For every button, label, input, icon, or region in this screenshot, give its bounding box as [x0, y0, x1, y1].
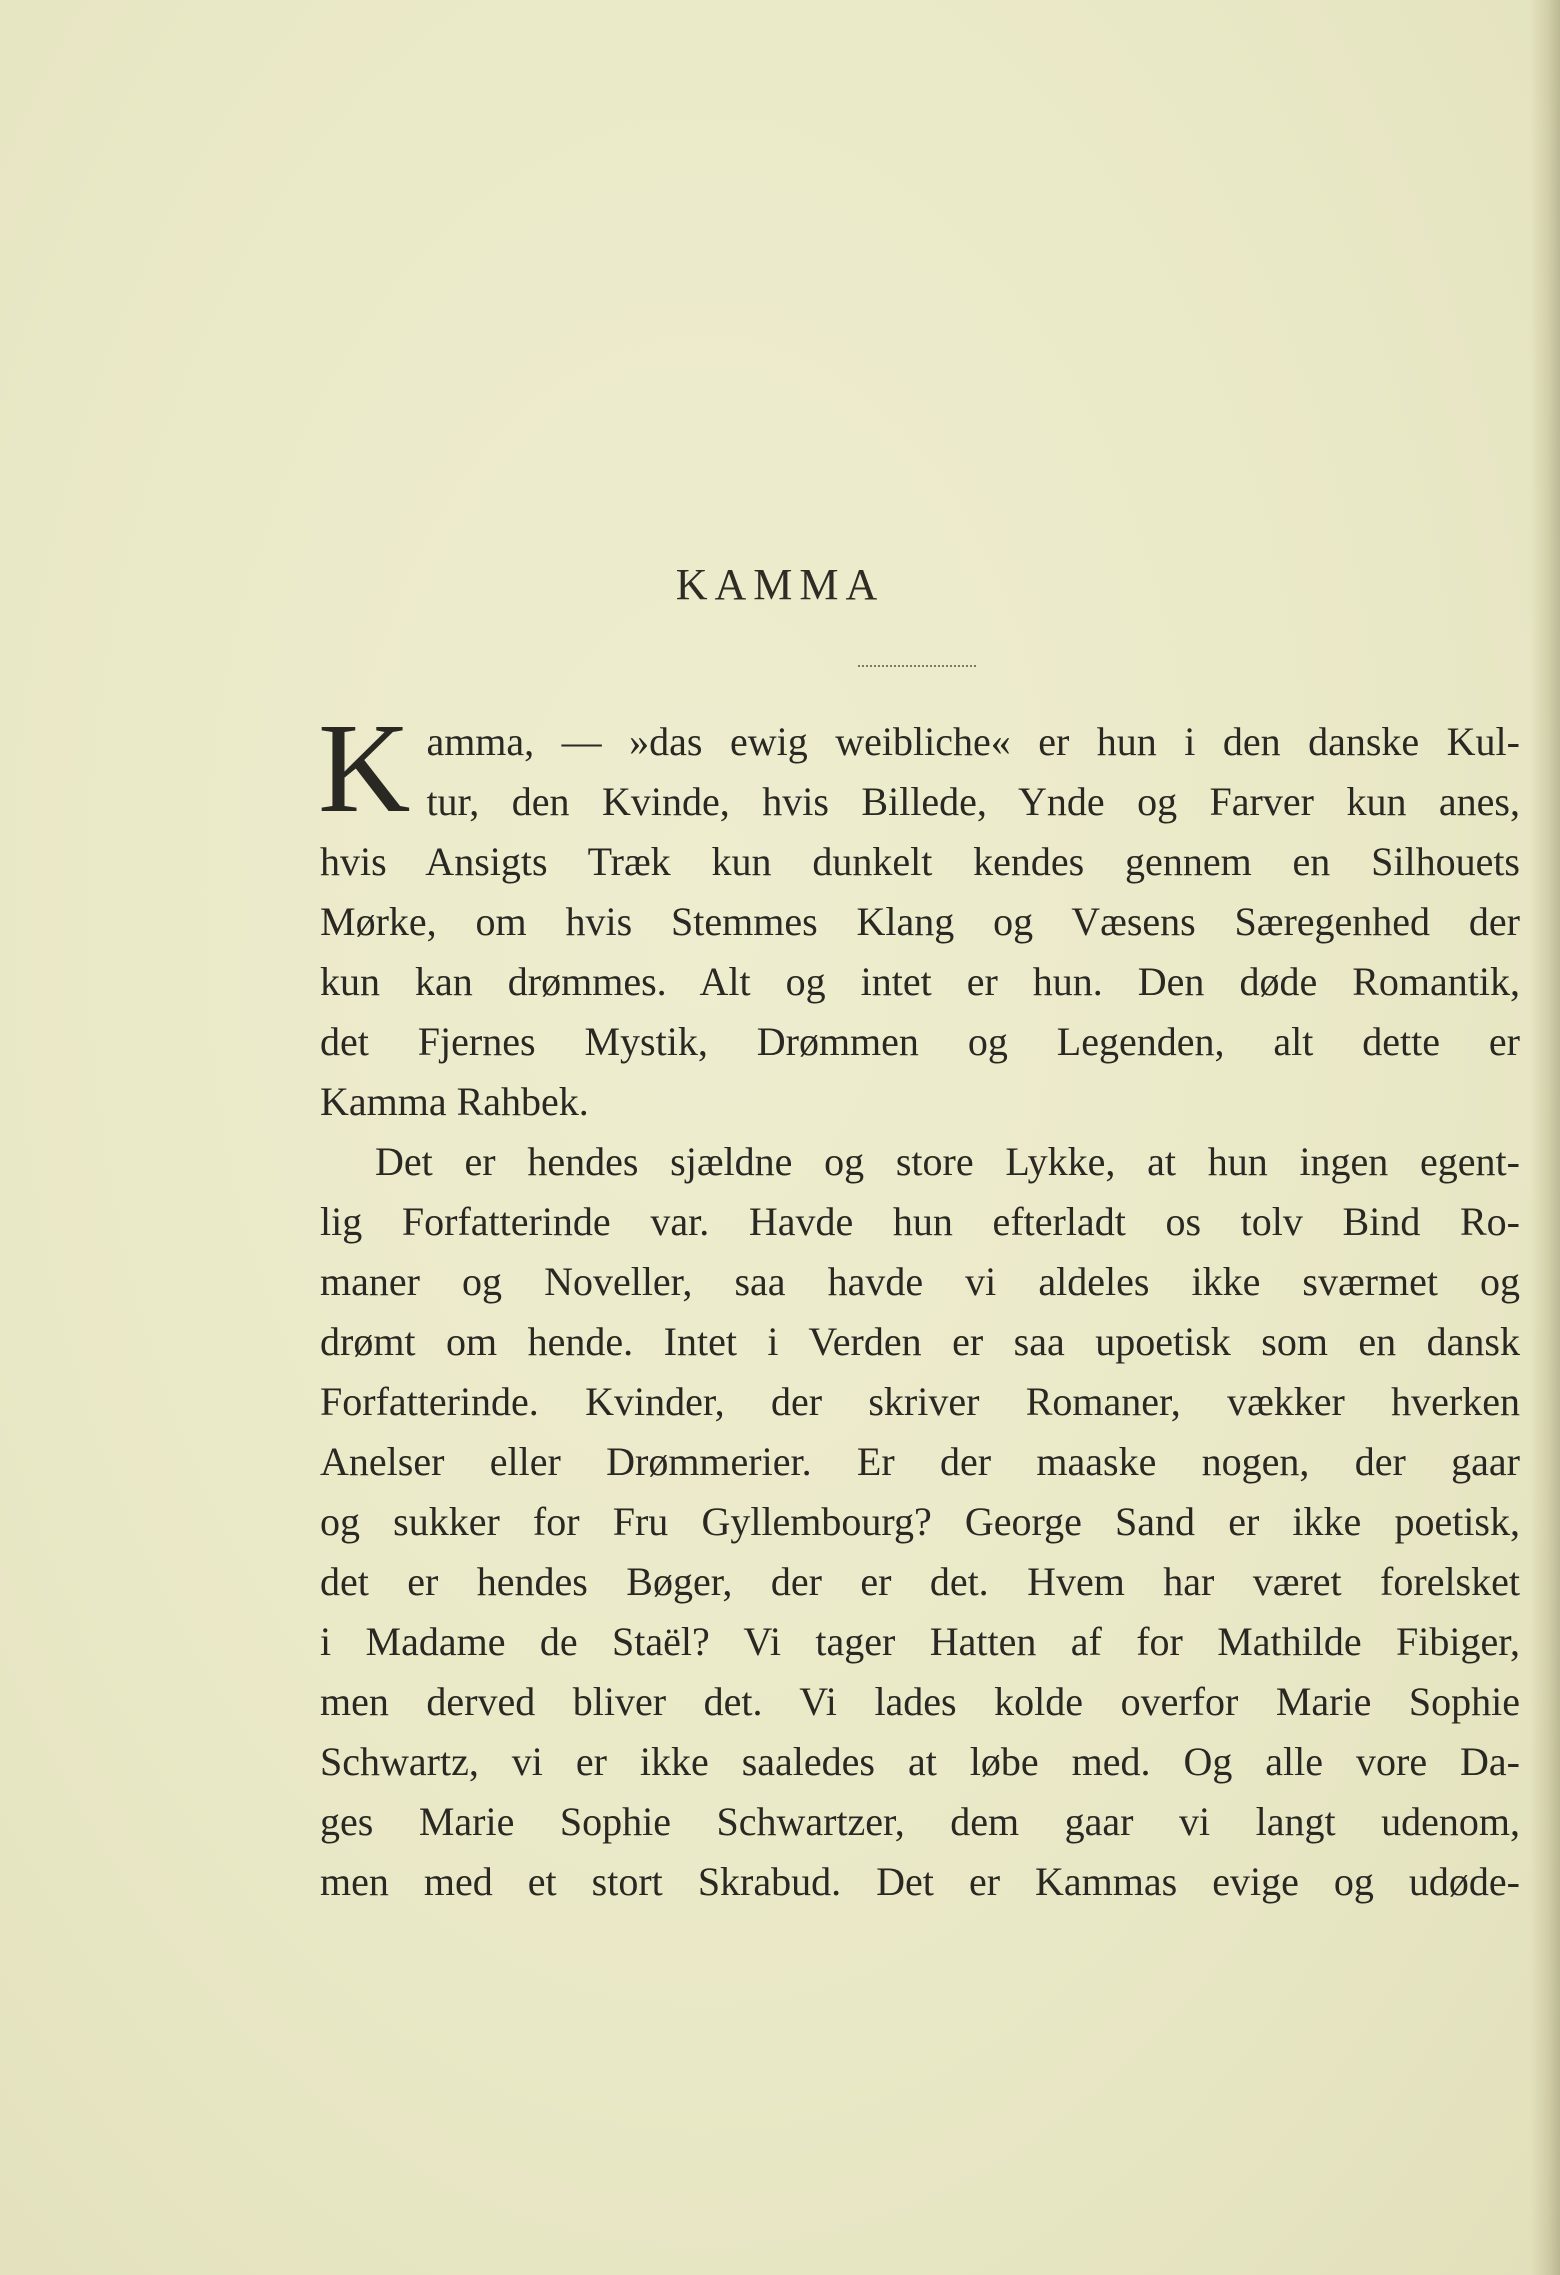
text-line: Kamma Rahbek. [320, 1079, 589, 1124]
text-line: Mørke, om hvis Stemmes Klang og Væsens Særegenhed der [320, 899, 1520, 944]
text-line: det er hendes Bøger, der er det. Hvem har været forelsket [320, 1559, 1520, 1604]
text-line: maner og Noveller, saa havde vi aldeles ikke sværmet og [320, 1259, 1520, 1304]
text-line: det Fjernes Mystik, Drømmen og Legenden, alt dette er [320, 1019, 1520, 1064]
text-line: tur, den Kvinde, hvis Billede, Ynde og Farver kun anes, [426, 779, 1520, 824]
text-line: Forfatterinde. Kvinder, der skriver Romaner, vækker hverken [320, 1379, 1520, 1424]
drop-cap: K [318, 697, 411, 839]
text-line: amma, — »das ewig weibliche« er hun i den danske Kul- [426, 719, 1520, 764]
text-line: Schwartz, vi er ikke saaledes at løbe med. Og alle vore Da- [320, 1739, 1520, 1784]
chapter-title: KAMMA [675, 560, 885, 609]
body-text [318, 697, 1520, 1912]
text-line: i Madame de Staël? Vi tager Hatten af for Mathilde Fibiger, [320, 1619, 1520, 1664]
text-line: drømt om hende. Intet i Verden er saa upoetisk som en dansk [320, 1319, 1520, 1364]
page-edge-shadow [1530, 0, 1560, 2275]
text-line: og sukker for Fru Gyllembourg? George Sand er ikke poetisk, [320, 1499, 1520, 1544]
text-line: men derved bliver det. Vi lades kolde overfor Marie Sophie [320, 1679, 1520, 1724]
paragraph-1 [318, 697, 1520, 1132]
text-line: Det er hendes sjældne og store Lykke, at hun ingen egent- [375, 1139, 1520, 1184]
text-line: men med et stort Skrabud. Det er Kammas evige og udøde- [320, 1859, 1520, 1904]
text-line: kun kan drømmes. Alt og intet er hun. Den døde Romantik, [320, 959, 1520, 1004]
text-line: lig Forfatterinde var. Havde hun efterladt os tolv Bind Ro- [320, 1199, 1520, 1244]
text-line: hvis Ansigts Træk kun dunkelt kendes gennem en Silhouets [320, 839, 1520, 884]
title-ornament-rule [858, 665, 976, 667]
paragraph-2 [320, 1132, 1520, 1912]
text-line: Anelser eller Drømmerier. Er der maaske nogen, der gaar [320, 1439, 1520, 1484]
text-line: ges Marie Sophie Schwartzer, dem gaar vi langt udenom, [320, 1799, 1520, 1844]
